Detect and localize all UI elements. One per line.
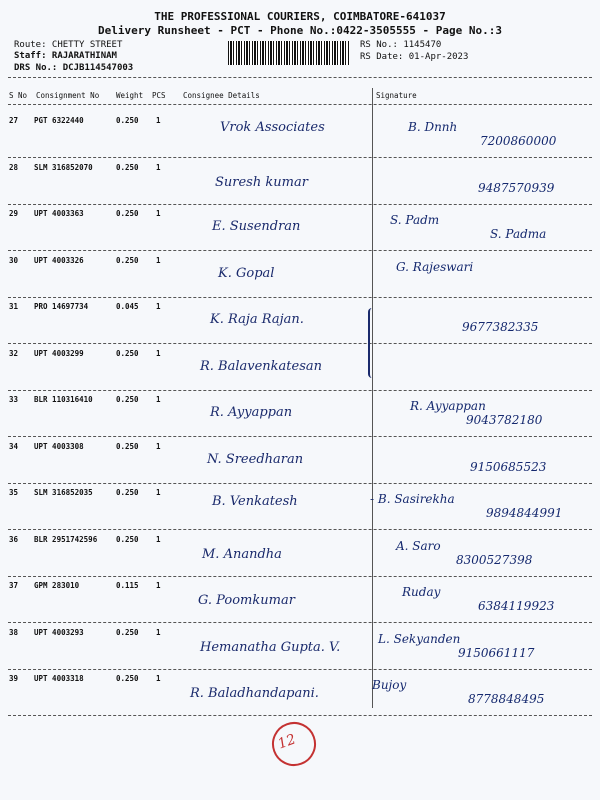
- row-consignee-name: Vrok Associates: [220, 120, 325, 135]
- row-pcs: 1: [156, 674, 161, 683]
- col-consignment: Consignment No: [36, 91, 100, 100]
- route-label: Route: CHETTY STREET: [14, 40, 123, 50]
- row-divider: [8, 483, 592, 484]
- row-phone: S. Padma: [490, 227, 547, 241]
- row-sno: 37: [9, 581, 19, 590]
- row-phone: 9150661117: [458, 645, 535, 660]
- row-pcs: 1: [156, 581, 161, 590]
- row-divider: [8, 343, 592, 344]
- row-divider: [8, 297, 592, 298]
- row-consignment-no: GPM 283010: [34, 581, 80, 590]
- row-consignment-no: SLM 316852070: [34, 162, 93, 172]
- row-phone: 7200860000: [480, 134, 557, 148]
- row-weight: 0.250: [116, 162, 139, 172]
- row-weight: 0.115: [116, 581, 139, 590]
- row-signature: B. Dnnh: [408, 120, 458, 134]
- company-title: THE PROFESSIONAL COURIERS, COIMBATORE-641037: [154, 10, 446, 23]
- row-weight: 0.250: [116, 348, 139, 358]
- row-pcs: 1: [156, 348, 161, 358]
- row-consignment-no: PRO 14697734: [34, 302, 89, 311]
- col-sno: S No: [9, 91, 28, 100]
- row-pcs: 1: [156, 302, 161, 311]
- row-phone: 9677382335: [462, 320, 539, 334]
- row-consignment-no: UPT 4003299: [34, 348, 84, 358]
- row-divider: [8, 204, 592, 205]
- row-pcs: 1: [156, 488, 161, 497]
- row-sno: 36: [9, 534, 19, 544]
- page-mark: 12: [275, 731, 299, 753]
- row-phone: 6384119923: [478, 599, 555, 613]
- row-pcs: 1: [156, 162, 161, 172]
- row-signature: - B. Sasirekha: [370, 492, 455, 506]
- col-weight: Weight: [116, 91, 144, 100]
- row-signature: L. Sekyanden: [378, 631, 461, 646]
- row-phone: 9894844991: [486, 506, 563, 520]
- row-divider: [8, 250, 592, 251]
- row-consignee-name: Suresh kumar: [215, 174, 308, 190]
- header-divider: [8, 77, 592, 78]
- signature-column-line: [372, 88, 373, 708]
- row-pcs: 1: [156, 441, 161, 451]
- row-consignment-no: UPT 4003363: [34, 209, 84, 218]
- row-consignment-no: UPT 4003293: [34, 627, 84, 637]
- row-divider: [8, 529, 592, 530]
- row-pcs: 1: [156, 627, 161, 637]
- row-consignee-name: Hemanatha Gupta. V.: [200, 639, 341, 655]
- row-divider: [8, 576, 592, 577]
- row-sno: 29: [9, 209, 19, 218]
- row-consignment-no: BLR 2951742596: [34, 534, 98, 544]
- col-signature: Signature: [376, 91, 417, 100]
- col-consignee: Consignee Details: [183, 91, 260, 100]
- row-sno: 39: [9, 674, 19, 683]
- row-weight: 0.045: [116, 302, 139, 311]
- row-sno: 33: [9, 395, 19, 404]
- columns-divider: [8, 104, 592, 105]
- row-weight: 0.250: [116, 255, 139, 265]
- bracket-mark: [368, 308, 376, 378]
- row-phone: 9487570939: [478, 180, 555, 195]
- row-weight: 0.250: [116, 441, 139, 451]
- row-consignment-no: UPT 4003318: [34, 674, 84, 683]
- row-consignee-name: R. Ayyappan: [210, 405, 293, 420]
- row-weight: 0.250: [116, 116, 139, 125]
- row-pcs: 1: [156, 116, 161, 125]
- row-pcs: 1: [156, 395, 161, 404]
- row-pcs: 1: [156, 534, 161, 544]
- row-sno: 34: [9, 441, 19, 451]
- row-pcs: 1: [156, 255, 161, 265]
- row-signature: S. Padm: [390, 213, 440, 227]
- row-signature: R. Ayyappan: [410, 399, 486, 413]
- row-consignee-name: K. Gopal: [218, 265, 275, 281]
- row-consignee-name: R. Balavenkatesan: [200, 358, 323, 374]
- row-consignee-name: K. Raja Rajan.: [210, 312, 304, 327]
- row-weight: 0.250: [116, 488, 139, 497]
- staff-label: Staff: RAJARATHINAM: [14, 51, 117, 61]
- row-divider: [8, 622, 592, 623]
- row-sno: 30: [9, 255, 19, 265]
- row-divider: [8, 715, 592, 716]
- row-consignment-no: UPT 4003308: [34, 441, 84, 451]
- row-consignee-name: N. Sreedharan: [207, 451, 304, 467]
- row-signature: G. Rajeswari: [396, 259, 474, 274]
- row-phone: 8300527398: [456, 552, 533, 567]
- row-sno: 38: [9, 627, 19, 637]
- row-sno: 32: [9, 348, 19, 358]
- row-weight: 0.250: [116, 209, 139, 218]
- row-consignment-no: BLR 110316410: [34, 395, 93, 404]
- row-divider: [8, 157, 592, 158]
- row-sno: 35: [9, 488, 19, 497]
- rs-date: RS Date: 01-Apr-2023: [360, 52, 469, 62]
- row-phone: 8778848495: [468, 692, 545, 706]
- row-sno: 27: [9, 116, 19, 125]
- row-pcs: 1: [156, 209, 161, 218]
- row-consignee-name: R. Baladhandapani.: [190, 686, 319, 701]
- row-consignment-no: SLM 316852035: [34, 488, 93, 497]
- row-weight: 0.250: [116, 534, 139, 544]
- barcode: [228, 41, 350, 65]
- rs-number: RS No.: 1145470: [360, 40, 442, 50]
- drs-number: DRS No.: DCJB114547003: [14, 63, 134, 73]
- row-phone: 9043782180: [466, 413, 543, 427]
- row-consignment-no: PGT 6322440: [34, 116, 84, 125]
- row-weight: 0.250: [116, 395, 139, 404]
- row-divider: [8, 436, 592, 437]
- row-sno: 28: [9, 162, 19, 172]
- row-consignment-no: UPT 4003326: [34, 255, 84, 265]
- row-consignee-name: E. Susendran: [212, 219, 301, 234]
- row-weight: 0.250: [116, 674, 139, 683]
- row-signature: Ruday: [402, 585, 441, 599]
- row-phone: 9150685523: [470, 459, 547, 474]
- row-consignee-name: M. Anandha: [202, 546, 282, 562]
- row-consignee-name: B. Venkatesh: [212, 494, 298, 509]
- row-sno: 31: [9, 302, 19, 311]
- row-weight: 0.250: [116, 627, 139, 637]
- row-signature: A. Saro: [396, 538, 441, 553]
- row-consignee-name: G. Poomkumar: [198, 593, 295, 608]
- row-divider: [8, 669, 592, 670]
- row-divider: [8, 390, 592, 391]
- row-signature: Bujoy: [372, 678, 407, 692]
- runsheet-subtitle: Delivery Runsheet - PCT - Phone No.:0422-3505555 - Page No.:3: [98, 24, 502, 37]
- col-pcs: PCS: [152, 91, 166, 100]
